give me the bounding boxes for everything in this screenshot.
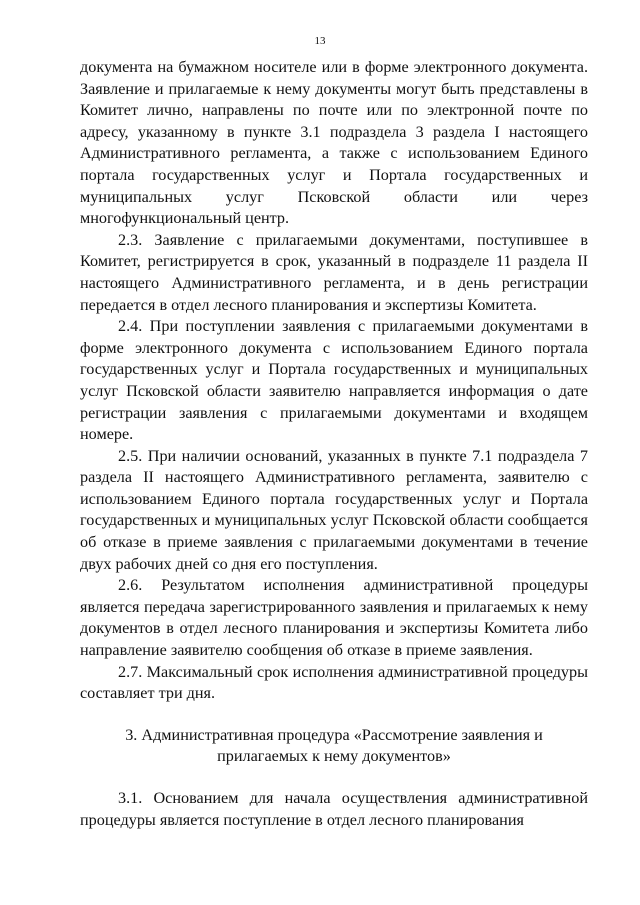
- page-number: 13: [314, 35, 326, 47]
- section-heading: 3. Административная процедура «Рассмотрение заявления и прилагаемых к нему документов»: [125, 725, 543, 766]
- paragraph-continuation: документа на бумажном носителе или в форме электронного документа. Заявление и прилагаемые к нему документы могут быть представлены в Комитет лично, направлены по почте или по электронной почте по адресу, указанному в пункте 3.1 подраздела 3 раздела I настоящего Административного регламента, а также с использованием Единого портала государственных услуг и Портала государственных и муниципальных услуг Псковской области или через многофункциональный центр.: [80, 58, 588, 228]
- document-body: [80, 57, 588, 831]
- paragraph-2-6: 2.6. Результатом исполнения административной процедуры является передача зарегистрированного заявления и прилагаемых к нему документов в отдел лесного планирования и экспертизы Комитета либо направление заявителю сообщения об отказе в приеме заявления.: [80, 576, 588, 660]
- paragraph-2-4: 2.4. При поступлении заявления с прилагаемыми документами в форме электронного документа с использованием Единого портала государственных услуг и Портала государственных и муниципальных услуг Псковской области заявителю направляется информация о дате регистрации заявления с прилагаемыми документами и входящем номере.: [80, 317, 588, 444]
- paragraph-2-5: 2.5. При наличии оснований, указанных в пункте 7.1 подраздела 7 раздела II настоящего Административного регламента, заявителю с использованием Единого портала государственных услуг и Портала государственных и муниципальных услуг Псковской области сообщается об отказе в приеме заявления с прилагаемыми документами в течение двух рабочих дней со дня его поступления.: [80, 446, 588, 573]
- paragraph-3-1: 3.1. Основанием для начала осуществления административной процедуры является поступление в отдел лесного планирования: [80, 789, 588, 829]
- paragraph-2-7: 2.7. Максимальный срок исполнения административной процедуры составляет три дня.: [80, 662, 588, 703]
- paragraph-2-3: 2.3. Заявление с прилагаемыми документами, поступившее в Комитет, регистрируется в срок, указанный в подразделе 11 раздела II настоящего Административного регламента, и в день регистрации передается в отдел лесного планирования и экспертизы Комитета.: [80, 230, 588, 314]
